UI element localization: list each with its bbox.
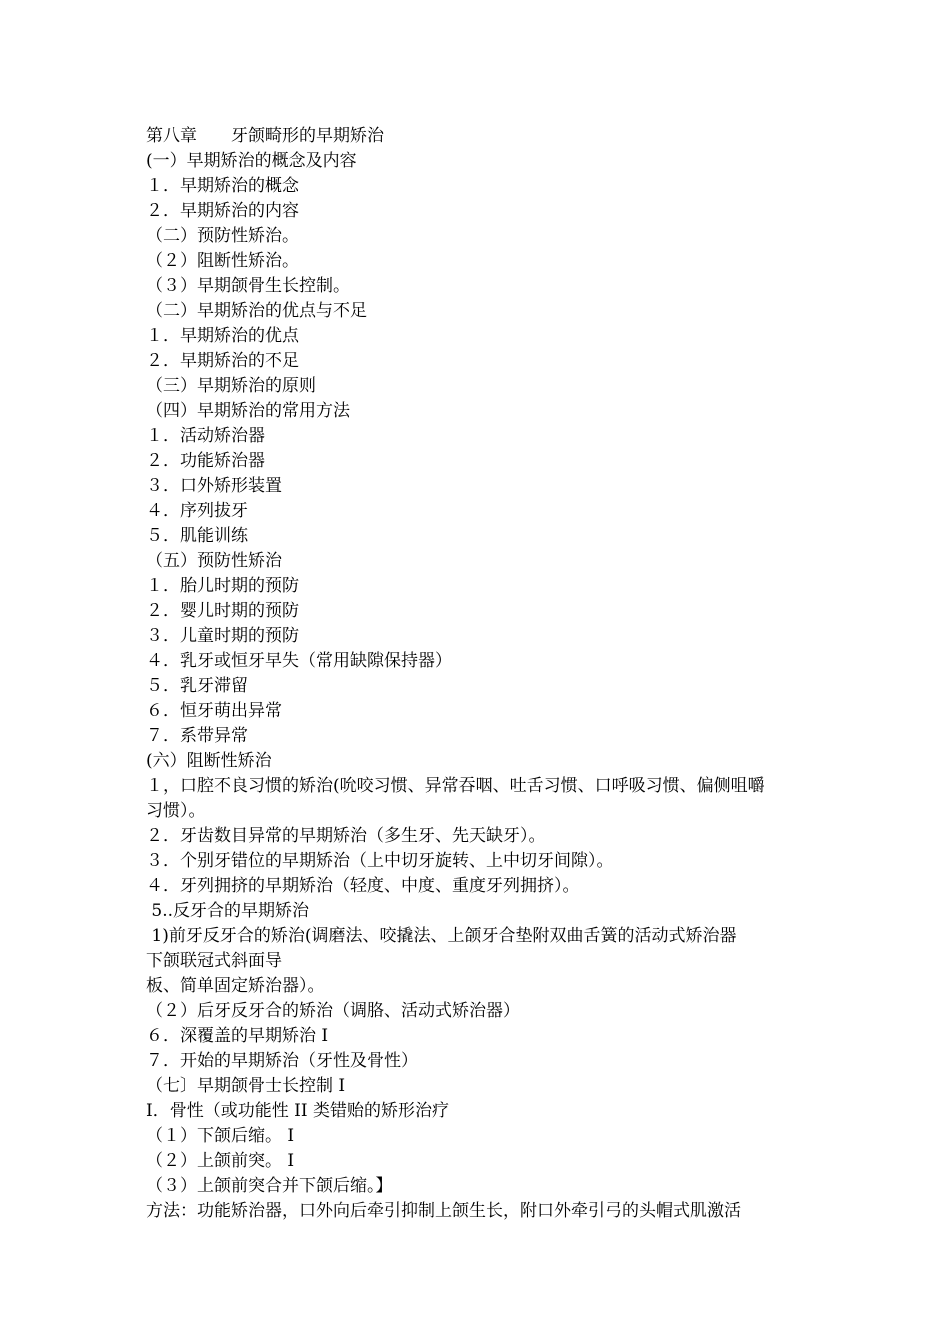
body-paragraph: 方法：功能矫治器，口外向后牵引抑制上颌生长，附口外牵引弓的头帽式肌激活 xyxy=(146,1201,741,1221)
section-heading: （四）早期矫治的常用方法 xyxy=(146,401,350,421)
list-item: １．早期矫治的优点 xyxy=(146,326,299,346)
section-heading: (六）阻断性矫治 xyxy=(146,751,272,771)
list-item: ２．早期矫治的不足 xyxy=(146,351,299,371)
list-item-continuation: 下颌联冠式斜面导 xyxy=(146,951,282,971)
list-item-continuation: 习惯）。 xyxy=(146,801,206,821)
list-item: 1)前牙反牙合的矫治(调磨法、咬撬法、上颌牙合垫附双曲舌簧的活动式矫治器 xyxy=(146,926,737,946)
list-item: （２）上颌前突。 I xyxy=(146,1151,295,1171)
list-item: （３）上颌前突合并下颌后缩。】 xyxy=(146,1176,393,1196)
list-item: ３．儿童时期的预防 xyxy=(146,626,299,646)
list-item: （２）阻断性矫治。 xyxy=(146,251,299,271)
list-item: ２．牙齿数目异常的早期矫治（多生牙、先天缺牙）。 xyxy=(146,826,546,846)
list-item: ４．牙列拥挤的早期矫治（轻度、中度、重度牙列拥挤）。 xyxy=(146,876,580,896)
chapter-title: 第八章 牙颌畸形的早期矫治 xyxy=(146,126,384,146)
list-item: ２．早期矫治的内容 xyxy=(146,201,299,221)
list-item: ４．乳牙或恒牙早失（常用缺隙保持器） xyxy=(146,651,452,671)
list-item: ５．乳牙滞留 xyxy=(146,676,248,696)
list-item: ３．口外矫形装置 xyxy=(146,476,282,496)
section-heading: （七〕早期颌骨士长控制 I xyxy=(146,1076,346,1096)
list-item: ４．序列拔牙 xyxy=(146,501,248,521)
section-heading: （五）预防性矫治 xyxy=(146,551,282,571)
list-item: （３）早期颌骨生长控制。 xyxy=(146,276,350,296)
section-heading: (一）早期矫治的概念及内容 xyxy=(146,151,357,171)
list-item: １．活动矫治器 xyxy=(146,426,265,446)
list-item: （１）下颌后缩。 I xyxy=(146,1126,295,1146)
section-heading: （三）早期矫治的原则 xyxy=(146,376,316,396)
list-item: ７．系带异常 xyxy=(146,726,248,746)
list-item: ５．肌能训练 xyxy=(146,526,248,546)
section-heading: （二）早期矫治的优点与不足 xyxy=(146,301,367,321)
list-item: １．早期矫治的概念 xyxy=(146,176,299,196)
list-item: ７．开始的早期矫治（牙性及骨性） xyxy=(146,1051,418,1071)
list-item-continuation: 板、简单固定矫治器）。 xyxy=(146,976,325,996)
list-item: ６．恒牙萌出异常 xyxy=(146,701,282,721)
list-item: ２．婴儿时期的预防 xyxy=(146,601,299,621)
list-item: ６．深覆盖的早期矫治 I xyxy=(146,1026,329,1046)
document-body xyxy=(146,124,814,1224)
list-item: １．胎儿时期的预防 xyxy=(146,576,299,596)
list-item: I．骨性（或功能性 II 类错贻的矫形治疗 xyxy=(146,1101,449,1121)
list-item: （２）后牙反牙合的矫治（调胳、活动式矫治器） xyxy=(146,1001,520,1021)
list-item: ３．个别牙错位的早期矫治（上中切牙旋转、上中切牙间隙）。 xyxy=(146,851,614,871)
list-item: ２．功能矫治器 xyxy=(146,451,265,471)
list-item: １，口腔不良习惯的矫治(吮咬习惯、异常吞咽、吐舌习惯、口呼吸习惯、偏侧咀嚼 xyxy=(146,776,765,796)
list-item: （二）预防性矫治。 xyxy=(146,226,299,246)
list-item: 5..反牙合的早期矫治 xyxy=(146,901,310,921)
